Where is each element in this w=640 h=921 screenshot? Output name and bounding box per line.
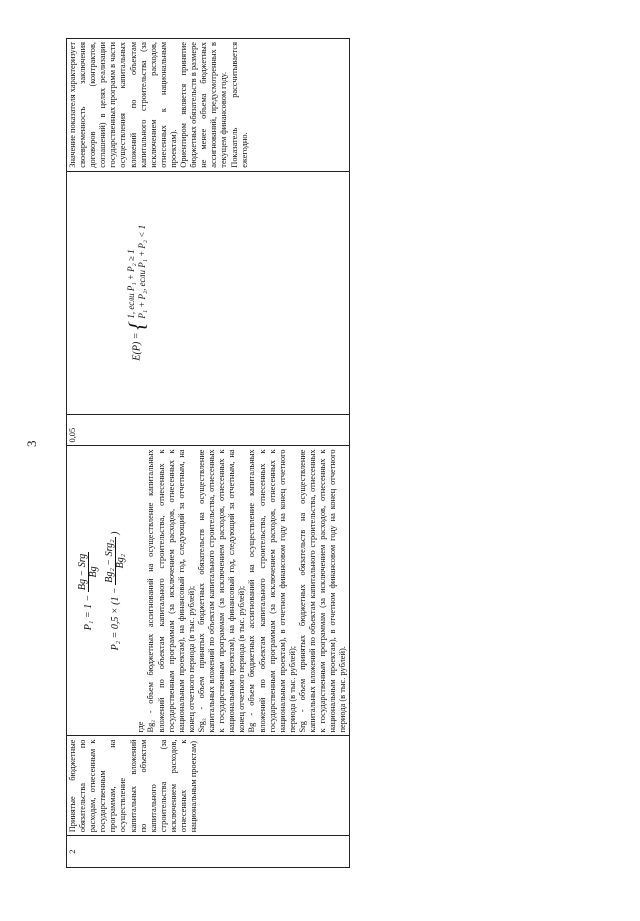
where-label: где [136,721,146,733]
description-paragraph-3: Показатель рассчитывается ежегодно. [229,42,249,168]
row-number: 2 [67,836,350,868]
rotated-table-sheet [66,38,348,868]
page-number: 3 [24,440,39,447]
formula-p2-right: ) [110,531,122,535]
description-paragraph-2: Ориентиром является принятие бюджетных обязательств в размере не менее объема бюджетных ассигнований, предусмотренных в текущем финансовом году. [179,42,229,168]
formula-p2-numerator: Bg₂ − Srg₂ [104,539,116,583]
weight-value: 0,05 [67,414,350,446]
formula-p1-denominator: Bg [88,566,100,578]
formula-p2-denominator: Bg₂ [115,553,127,569]
definition-bg2: Bg₂ - объем бюджетных ассигнований на осуществление капитальных вложений по объектам капитального строительства, отнесенных к государственным программам (за исключением расходов, отнесенных к национальным проектам), на финансовый год, следующий за отчетным, на конец отчетного периода (в тыс. рублей); [146,449,196,733]
description-cell [67,39,350,172]
table-row [67,39,350,868]
formula-cell [67,446,350,736]
formula-p2-left: P₂ = 0,5 × (1 − [110,587,122,651]
definition-srg2: Srg₂ - объем принятых бюджетных обязательств на осуществление капитальных вложений по объектам капитального строительства, отнесенных к государственным программам (за исключением расходов, отнесенных к национальным проектам), на финансовый год, следующий за отчетным, на конец отчетного периода (в тыс. рублей); [196,449,247,733]
definition-srg: Srg - объем принятых бюджетных обязательств на осуществление капитальных вложений по объектам капитального строительства, отнесенных к государственным программам (за исключением расходов, отнесенных к национальным проектам), в отчетном финансовом году на конец отчетного периода (в тыс. рублей). [297,449,348,733]
evaluation-case-1: 1, если P₁ + P₂ ≥ 1 [126,249,136,319]
indicator-name: Принятые бюджетные обязательства по расходам, отнесенным к государственным программам, на осуществление капитальных вложений по объектам капитального строительства (за исключением расходов, отнесенных к национальным проектам) [67,736,350,836]
evaluation-cases [126,225,148,319]
evaluation-left: E(P) = [131,332,143,361]
formula-p2 [105,449,126,732]
formula-p1 [78,449,99,732]
definition-bg: Bg - объем бюджетных ассигнований на осуществление капитальных вложений по объектам капитального строительства, отнесенных к государственным программам (за исключением расходов, отнесенных к национальным проектам), в отчетном финансовом году на конец отчетного периода (в тыс. рублей); [247,449,297,733]
formula-p1-left: P₁ = 1 − [82,594,94,631]
brace-symbol: { [124,321,149,330]
formula-p1-numerator: Bg − Srg [77,553,88,591]
formula-p1-fraction [78,552,99,592]
evaluation-formula-cell [67,171,350,414]
formula-p2-fraction [105,537,126,584]
evaluation-case-2: P₁ + P₂, если P₁ + P₂ < 1 [137,224,147,319]
description-paragraph-1: Значение показателя характеризует своевременность заключения договоров (контрактов, соглашений) в целях реализации государственных программ в части осуществления капитальных вложений по объектам капитального строительства (за исключением расходов, отнесенных к национальным проектам). [68,42,178,168]
indicator-table [66,38,350,868]
evaluation-formula [126,175,148,411]
